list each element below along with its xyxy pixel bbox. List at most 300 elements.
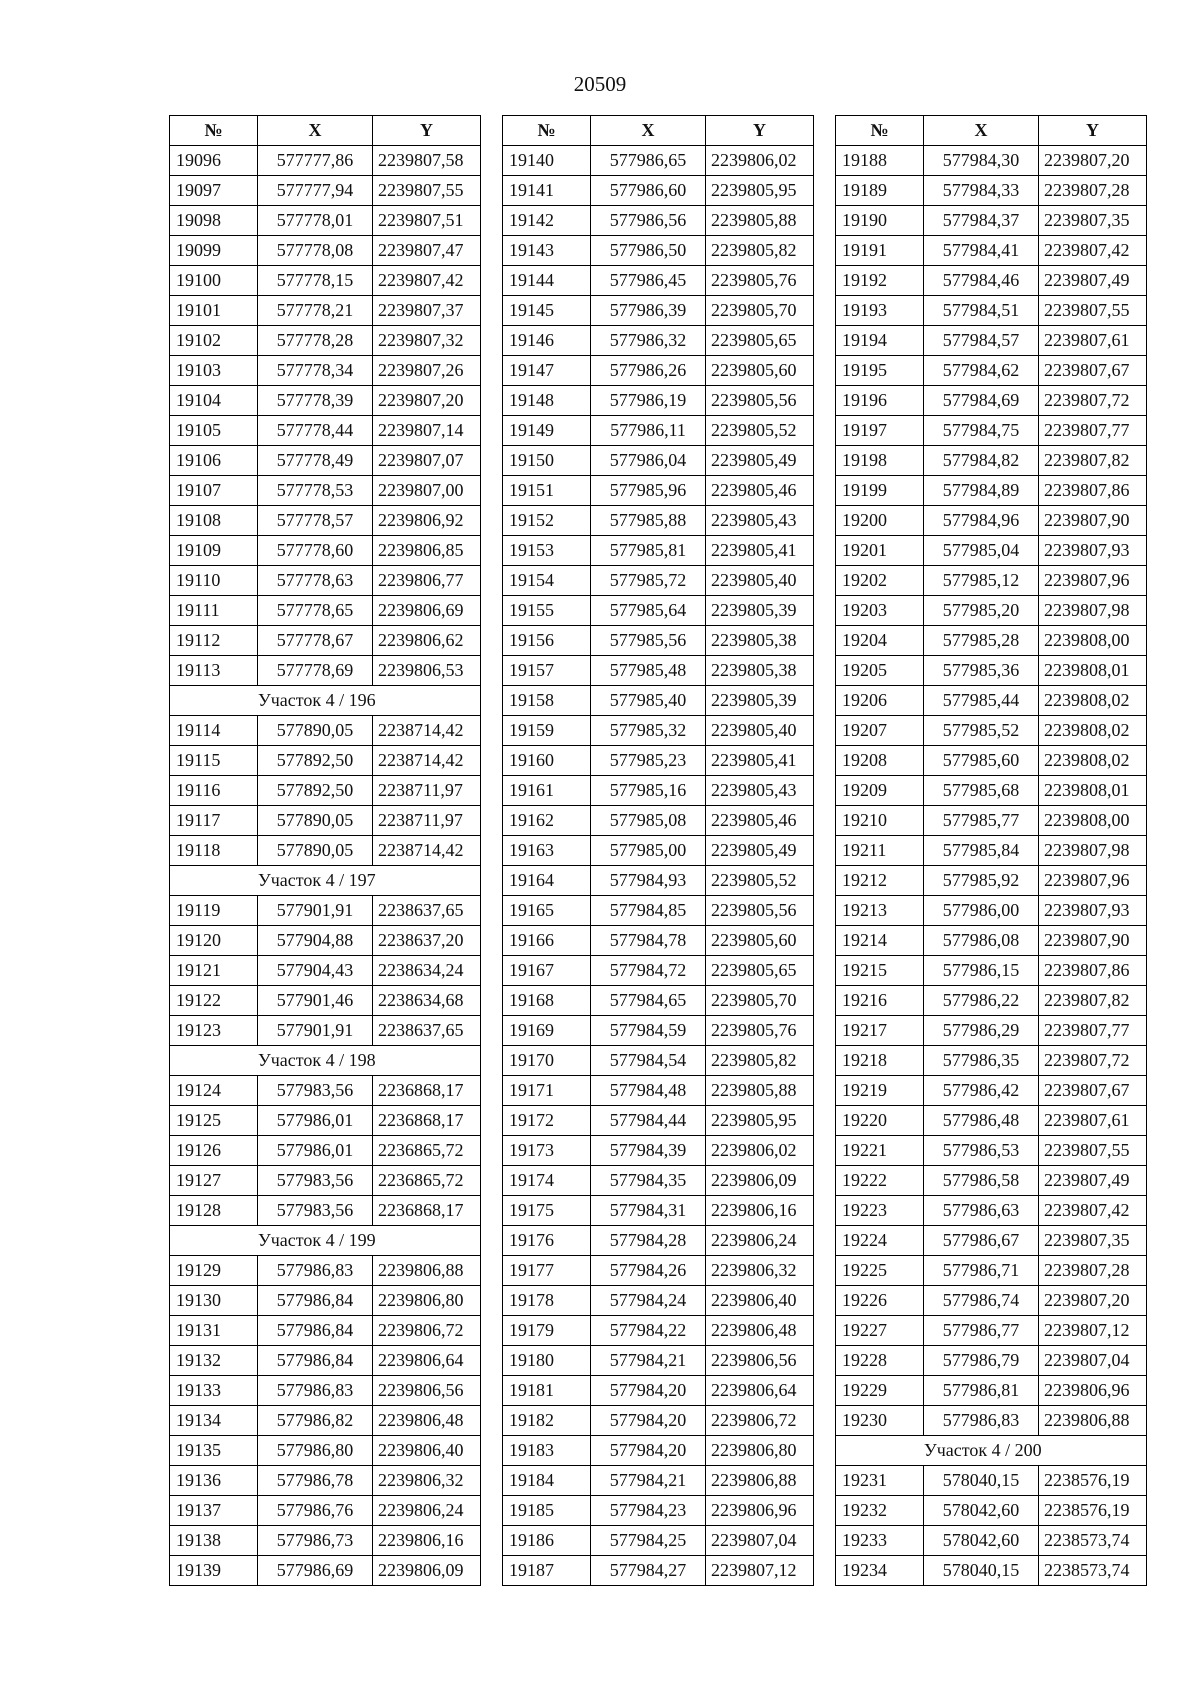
point-number-cell: 19178 [503,1286,591,1316]
point-number-cell: 19189 [836,176,924,206]
y-coordinate-cell: 2239806,24 [706,1226,814,1256]
x-coordinate-cell: 577986,01 [258,1136,373,1166]
y-coordinate-cell: 2239806,48 [373,1406,481,1436]
table-row [836,656,1147,686]
x-coordinate-cell: 577986,83 [258,1256,373,1286]
y-coordinate-cell: 2239805,65 [706,956,814,986]
point-number-cell: 19100 [170,266,258,296]
table-row [503,506,814,536]
point-number-cell: 19199 [836,476,924,506]
y-coordinate-cell: 2239807,58 [373,146,481,176]
x-coordinate-cell: 577986,65 [591,146,706,176]
point-number-cell: 19150 [503,446,591,476]
x-coordinate-cell: 578040,15 [924,1466,1039,1496]
y-coordinate-cell: 2239807,67 [1039,1076,1147,1106]
y-coordinate-cell: 2239807,04 [1039,1346,1147,1376]
table-row [170,1106,481,1136]
point-number-cell: 19175 [503,1196,591,1226]
point-number-cell: 19160 [503,746,591,776]
y-coordinate-cell: 2239806,96 [706,1496,814,1526]
y-coordinate-cell: 2239807,55 [373,176,481,206]
y-coordinate-cell: 2239805,46 [706,476,814,506]
x-coordinate-cell: 577986,56 [591,206,706,236]
y-coordinate-cell: 2239807,72 [1039,386,1147,416]
y-coordinate-cell: 2238711,97 [373,806,481,836]
point-number-cell: 19225 [836,1256,924,1286]
point-number-cell: 19125 [170,1106,258,1136]
x-coordinate-cell: 577984,41 [924,236,1039,266]
table-row [836,776,1147,806]
x-coordinate-cell: 577778,34 [258,356,373,386]
y-coordinate-cell: 2239805,82 [706,236,814,266]
point-number-cell: 19120 [170,926,258,956]
y-coordinate-cell: 2239806,02 [706,146,814,176]
x-coordinate-cell: 577777,86 [258,146,373,176]
x-coordinate-cell: 577985,56 [591,626,706,656]
table-row [503,566,814,596]
y-coordinate-cell: 2239807,26 [373,356,481,386]
table-row [836,326,1147,356]
table-row [170,1316,481,1346]
x-coordinate-cell: 577984,75 [924,416,1039,446]
table-row [503,1496,814,1526]
table-row [836,266,1147,296]
table-row [503,1136,814,1166]
x-coordinate-cell: 577983,56 [258,1196,373,1226]
table-row [836,1466,1147,1496]
y-coordinate-cell: 2239807,37 [373,296,481,326]
point-number-cell: 19195 [836,356,924,386]
table-row [836,566,1147,596]
point-number-cell: 19148 [503,386,591,416]
y-coordinate-cell: 2239806,32 [706,1256,814,1286]
table-row [836,506,1147,536]
y-coordinate-cell: 2239805,49 [706,446,814,476]
x-coordinate-cell: 577901,46 [258,986,373,1016]
x-coordinate-cell: 577986,15 [924,956,1039,986]
x-coordinate-cell: 577985,04 [924,536,1039,566]
point-number-cell: 19161 [503,776,591,806]
y-coordinate-cell: 2239805,95 [706,1106,814,1136]
y-coordinate-cell: 2239805,56 [706,386,814,416]
table-row [503,1046,814,1076]
table-row [170,746,481,776]
table-row [503,626,814,656]
y-coordinate-cell: 2239807,42 [1039,1196,1147,1226]
y-coordinate-cell: 2239807,98 [1039,836,1147,866]
table-row [170,806,481,836]
x-coordinate-cell: 577984,24 [591,1286,706,1316]
y-coordinate-cell: 2239805,38 [706,626,814,656]
table-row [170,1016,481,1046]
y-coordinate-cell: 2239805,46 [706,806,814,836]
point-number-cell: 19143 [503,236,591,266]
x-coordinate-cell: 577984,30 [924,146,1039,176]
table-row [170,896,481,926]
y-coordinate-cell: 2239805,43 [706,776,814,806]
x-coordinate-cell: 577986,79 [924,1346,1039,1376]
y-coordinate-cell: 2239806,56 [706,1346,814,1376]
y-coordinate-cell: 2239805,41 [706,746,814,776]
point-number-cell: 19190 [836,206,924,236]
y-coordinate-cell: 2239805,95 [706,176,814,206]
table-row [170,656,481,686]
point-number-cell: 19169 [503,1016,591,1046]
table-row [503,206,814,236]
y-coordinate-cell: 2239807,35 [1039,1226,1147,1256]
y-coordinate-cell: 2239806,85 [373,536,481,566]
table-row [503,1256,814,1286]
x-coordinate-cell: 577984,26 [591,1256,706,1286]
x-coordinate-cell: 577984,65 [591,986,706,1016]
x-coordinate-cell: 577984,27 [591,1556,706,1586]
y-coordinate-cell: 2239805,41 [706,536,814,566]
x-coordinate-cell: 577984,21 [591,1466,706,1496]
point-number-cell: 19126 [170,1136,258,1166]
table-row [503,296,814,326]
x-coordinate-cell: 577984,82 [924,446,1039,476]
x-coordinate-cell: 577984,21 [591,1346,706,1376]
x-coordinate-cell: 577986,19 [591,386,706,416]
point-number-cell: 19232 [836,1496,924,1526]
table-row [170,1136,481,1166]
point-number-cell: 19140 [503,146,591,176]
y-coordinate-cell: 2239805,88 [706,1076,814,1106]
point-number-cell: 19222 [836,1166,924,1196]
point-number-cell: 19104 [170,386,258,416]
table-row [503,896,814,926]
point-number-cell: 19099 [170,236,258,266]
column-header-y: Y [706,116,814,146]
table-row [503,1286,814,1316]
section-header-row [170,866,481,896]
y-coordinate-cell: 2238637,65 [373,896,481,926]
point-number-cell: 19112 [170,626,258,656]
point-number-cell: 19122 [170,986,258,1016]
y-coordinate-cell: 2239806,09 [706,1166,814,1196]
y-coordinate-cell: 2239805,39 [706,596,814,626]
table-header-row [503,116,814,146]
y-coordinate-cell: 2239805,76 [706,1016,814,1046]
table-row [503,866,814,896]
y-coordinate-cell: 2239808,00 [1039,806,1147,836]
point-number-cell: 19203 [836,596,924,626]
point-number-cell: 19213 [836,896,924,926]
x-coordinate-cell: 577904,88 [258,926,373,956]
table-row [170,1556,481,1586]
x-coordinate-cell: 577984,93 [591,866,706,896]
point-number-cell: 19177 [503,1256,591,1286]
x-coordinate-cell: 577985,23 [591,746,706,776]
y-coordinate-cell: 2236865,72 [373,1166,481,1196]
x-coordinate-cell: 577984,72 [591,956,706,986]
point-number-cell: 19221 [836,1136,924,1166]
y-coordinate-cell: 2239807,42 [1039,236,1147,266]
table-row [836,1136,1147,1166]
y-coordinate-cell: 2239807,14 [373,416,481,446]
table-row [836,1106,1147,1136]
point-number-cell: 19142 [503,206,591,236]
point-number-cell: 19151 [503,476,591,506]
table-row [503,806,814,836]
x-coordinate-cell: 577986,81 [924,1376,1039,1406]
x-coordinate-cell: 577984,37 [924,206,1039,236]
table-row [836,1166,1147,1196]
table-row [503,1556,814,1586]
point-number-cell: 19208 [836,746,924,776]
point-number-cell: 19106 [170,446,258,476]
y-coordinate-cell: 2239807,90 [1039,926,1147,956]
point-number-cell: 19202 [836,566,924,596]
y-coordinate-cell: 2239808,02 [1039,716,1147,746]
table-row [503,1376,814,1406]
y-coordinate-cell: 2239807,72 [1039,1046,1147,1076]
point-number-cell: 19216 [836,986,924,1016]
y-coordinate-cell: 2238573,74 [1039,1556,1147,1586]
y-coordinate-cell: 2239806,80 [706,1436,814,1466]
y-coordinate-cell: 2239807,49 [1039,266,1147,296]
table-row [836,596,1147,626]
table-row [836,1346,1147,1376]
table-header-row [836,116,1147,146]
table-row [170,566,481,596]
point-number-cell: 19204 [836,626,924,656]
x-coordinate-cell: 577986,84 [258,1286,373,1316]
point-number-cell: 19194 [836,326,924,356]
x-coordinate-cell: 577986,42 [924,1076,1039,1106]
point-number-cell: 19159 [503,716,591,746]
y-coordinate-cell: 2239806,96 [1039,1376,1147,1406]
section-header-row [170,686,481,716]
y-coordinate-cell: 2239807,82 [1039,986,1147,1016]
table-row [836,1376,1147,1406]
point-number-cell: 19156 [503,626,591,656]
table-row [836,1016,1147,1046]
table-row [170,146,481,176]
point-number-cell: 19210 [836,806,924,836]
x-coordinate-cell: 577984,48 [591,1076,706,1106]
table-row [170,176,481,206]
column-header-x: X [258,116,373,146]
point-number-cell: 19163 [503,836,591,866]
x-coordinate-cell: 577986,11 [591,416,706,446]
point-number-cell: 19121 [170,956,258,986]
table-row [836,236,1147,266]
x-coordinate-cell: 577984,85 [591,896,706,926]
point-number-cell: 19230 [836,1406,924,1436]
x-coordinate-cell: 577985,77 [924,806,1039,836]
point-number-cell: 19182 [503,1406,591,1436]
x-coordinate-cell: 577984,20 [591,1406,706,1436]
table-row [170,1346,481,1376]
x-coordinate-cell: 577778,15 [258,266,373,296]
x-coordinate-cell: 577986,63 [924,1196,1039,1226]
table-row [170,1286,481,1316]
x-coordinate-cell: 577985,64 [591,596,706,626]
y-coordinate-cell: 2239807,20 [1039,1286,1147,1316]
y-coordinate-cell: 2239807,67 [1039,356,1147,386]
y-coordinate-cell: 2239806,32 [373,1466,481,1496]
point-number-cell: 19218 [836,1046,924,1076]
table-row [503,236,814,266]
x-coordinate-cell: 577985,52 [924,716,1039,746]
point-number-cell: 19105 [170,416,258,446]
y-coordinate-cell: 2239807,12 [1039,1316,1147,1346]
point-number-cell: 19146 [503,326,591,356]
x-coordinate-cell: 577985,40 [591,686,706,716]
y-coordinate-cell: 2239805,65 [706,326,814,356]
table-row [170,1076,481,1106]
point-number-cell: 19135 [170,1436,258,1466]
y-coordinate-cell: 2239807,20 [1039,146,1147,176]
table-row [836,806,1147,836]
point-number-cell: 19211 [836,836,924,866]
x-coordinate-cell: 577986,71 [924,1256,1039,1286]
y-coordinate-cell: 2238634,68 [373,986,481,1016]
section-header-row [836,1436,1147,1466]
section-title: Участок 4 / 200 [836,1436,1147,1466]
table-row [836,296,1147,326]
point-number-cell: 19145 [503,296,591,326]
y-coordinate-cell: 2239807,42 [373,266,481,296]
y-coordinate-cell: 2238573,74 [1039,1526,1147,1556]
table-row [170,1406,481,1436]
section-title: Участок 4 / 199 [170,1226,481,1256]
x-coordinate-cell: 577985,12 [924,566,1039,596]
table-row [836,536,1147,566]
y-coordinate-cell: 2239807,00 [373,476,481,506]
table-row [170,1196,481,1226]
point-number-cell: 19186 [503,1526,591,1556]
x-coordinate-cell: 577986,01 [258,1106,373,1136]
point-number-cell: 19153 [503,536,591,566]
point-number-cell: 19147 [503,356,591,386]
y-coordinate-cell: 2239805,39 [706,686,814,716]
point-number-cell: 19137 [170,1496,258,1526]
y-coordinate-cell: 2239806,77 [373,566,481,596]
y-coordinate-cell: 2239805,52 [706,416,814,446]
x-coordinate-cell: 577986,83 [924,1406,1039,1436]
x-coordinate-cell: 577984,59 [591,1016,706,1046]
point-number-cell: 19187 [503,1556,591,1586]
table-row [503,986,814,1016]
point-number-cell: 19155 [503,596,591,626]
table-row [836,686,1147,716]
table-row [836,476,1147,506]
table-row [503,686,814,716]
point-number-cell: 19133 [170,1376,258,1406]
y-coordinate-cell: 2236868,17 [373,1196,481,1226]
y-coordinate-cell: 2239805,60 [706,356,814,386]
table-row [170,1376,481,1406]
table-row [170,386,481,416]
point-number-cell: 19139 [170,1556,258,1586]
table-row [503,386,814,416]
y-coordinate-cell: 2238634,24 [373,956,481,986]
table-row [836,1196,1147,1226]
x-coordinate-cell: 577890,05 [258,806,373,836]
point-number-cell: 19224 [836,1226,924,1256]
y-coordinate-cell: 2239806,40 [706,1286,814,1316]
y-coordinate-cell: 2239807,20 [373,386,481,416]
y-coordinate-cell: 2239807,49 [1039,1166,1147,1196]
y-coordinate-cell: 2238714,42 [373,836,481,866]
table-row [170,1526,481,1556]
x-coordinate-cell: 577778,57 [258,506,373,536]
y-coordinate-cell: 2239806,09 [373,1556,481,1586]
x-coordinate-cell: 577984,54 [591,1046,706,1076]
table-row [170,626,481,656]
y-coordinate-cell: 2239808,00 [1039,626,1147,656]
x-coordinate-cell: 577986,50 [591,236,706,266]
point-number-cell: 19233 [836,1526,924,1556]
x-coordinate-cell: 577778,28 [258,326,373,356]
table-row [503,176,814,206]
x-coordinate-cell: 577984,23 [591,1496,706,1526]
point-number-cell: 19172 [503,1106,591,1136]
table-row [836,926,1147,956]
table-header-row [170,116,481,146]
point-number-cell: 19129 [170,1256,258,1286]
table-row [836,416,1147,446]
column-header-x: X [924,116,1039,146]
table-row [503,1166,814,1196]
column-header-x: X [591,116,706,146]
x-coordinate-cell: 577778,08 [258,236,373,266]
x-coordinate-cell: 577986,04 [591,446,706,476]
y-coordinate-cell: 2239805,40 [706,566,814,596]
x-coordinate-cell: 577984,96 [924,506,1039,536]
point-number-cell: 19136 [170,1466,258,1496]
y-coordinate-cell: 2239805,38 [706,656,814,686]
table-row [503,1436,814,1466]
table-row [836,956,1147,986]
table-row [170,956,481,986]
x-coordinate-cell: 577892,50 [258,746,373,776]
table-row [836,446,1147,476]
point-number-cell: 19101 [170,296,258,326]
point-number-cell: 19212 [836,866,924,896]
x-coordinate-cell: 577986,60 [591,176,706,206]
x-coordinate-cell: 577984,46 [924,266,1039,296]
table-row [836,866,1147,896]
point-number-cell: 19207 [836,716,924,746]
y-coordinate-cell: 2238714,42 [373,716,481,746]
point-number-cell: 19157 [503,656,591,686]
table-row [170,296,481,326]
y-coordinate-cell: 2239806,40 [373,1436,481,1466]
y-coordinate-cell: 2239806,72 [706,1406,814,1436]
table-row [836,836,1147,866]
x-coordinate-cell: 577984,22 [591,1316,706,1346]
x-coordinate-cell: 577778,67 [258,626,373,656]
table-row [836,1226,1147,1256]
table-row [503,746,814,776]
y-coordinate-cell: 2239806,16 [373,1526,481,1556]
x-coordinate-cell: 577901,91 [258,896,373,926]
table-row [503,656,814,686]
y-coordinate-cell: 2239806,69 [373,596,481,626]
y-coordinate-cell: 2239805,49 [706,836,814,866]
y-coordinate-cell: 2239806,92 [373,506,481,536]
point-number-cell: 19141 [503,176,591,206]
table-row [503,146,814,176]
point-number-cell: 19217 [836,1016,924,1046]
table-row [836,1256,1147,1286]
point-number-cell: 19185 [503,1496,591,1526]
table-row [836,386,1147,416]
x-coordinate-cell: 577985,60 [924,746,1039,776]
